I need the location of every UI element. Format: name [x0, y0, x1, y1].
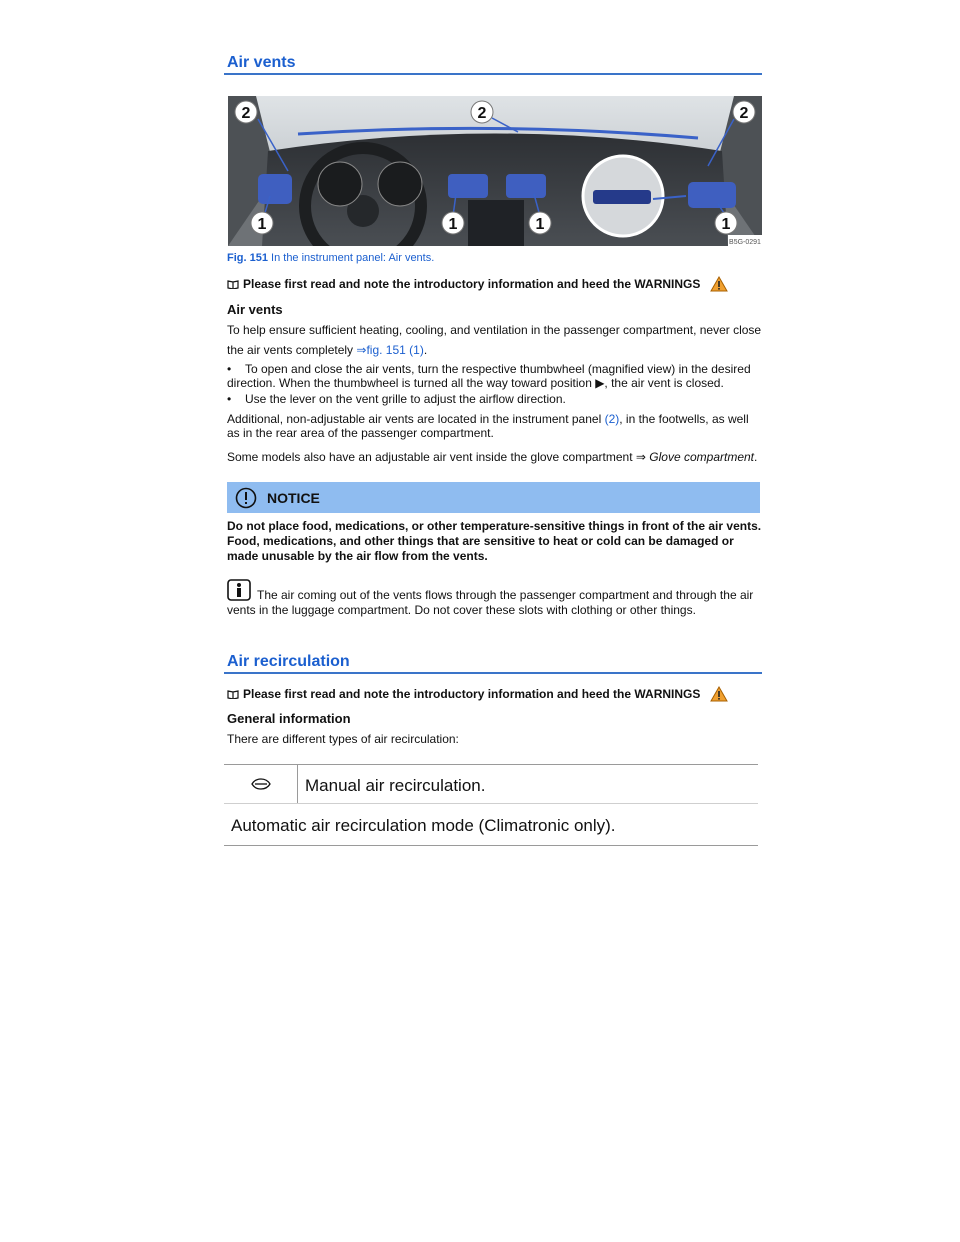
table-rule-top — [224, 764, 758, 765]
notice-text: Do not place food, medications, or other temperature-sensitive things in front of the air vents. Food, medications, and other things that are sensitive to heat or cold can be damaged or made unusable by the air flow from the vents. — [227, 519, 762, 563]
table-row-manual: Manual air recirculation. — [305, 776, 486, 795]
table-rule-bottom — [224, 845, 758, 846]
svg-text:1: 1 — [721, 216, 731, 233]
dashboard-figure — [228, 96, 762, 246]
callout-2-link[interactable]: (2) — [604, 412, 620, 426]
callout-2-right — [733, 101, 755, 123]
section-rule — [224, 672, 762, 674]
please-read-notice: Please first read and note the introductory information and heed the WARNINGS — [227, 686, 728, 702]
table-cell-divider — [297, 764, 298, 804]
notice-title: NOTICE — [267, 489, 320, 506]
figure-code: B5G-0291 — [729, 239, 761, 246]
svg-text:2: 2 — [739, 105, 749, 122]
book-icon — [227, 689, 239, 699]
svg-text:1: 1 — [257, 216, 267, 233]
callout-1-a — [251, 212, 273, 234]
notice-bar — [227, 482, 760, 513]
callout-2-left — [235, 101, 257, 123]
glove-compartment-paragraph: Some models also have an adjustable air vent inside the glove compartment ⇒ Glove compartment. — [227, 450, 758, 464]
recirculation-car-icon — [251, 778, 271, 790]
svg-text:1: 1 — [448, 216, 458, 233]
section-rule — [224, 73, 762, 75]
book-icon — [227, 279, 239, 289]
bullet-item-1: • To open and close the air vents, turn the respective thumbwheel (magnified view) in the desired direction. When the thumbwheel is turned all the way toward position ▶, the air vent is closed. — [227, 362, 751, 390]
warning-icon[interactable] — [710, 276, 728, 292]
svg-text:2: 2 — [241, 105, 251, 122]
subheading-general-information: General information — [227, 711, 351, 726]
warning-icon[interactable] — [710, 686, 728, 702]
table-rule-middle — [224, 803, 758, 804]
figure-caption: Fig. 151 In the instrument panel: Air vents. — [227, 252, 435, 264]
info-text: The air coming out of the vents flows through the passenger compartment and through the air vents in the luggage compartment. Do not cover these slots with clothing or other things. — [227, 588, 754, 617]
bullet-item-2: • Use the lever on the vent grille to adjust the airflow direction. — [227, 392, 566, 406]
callout-1-b — [442, 212, 464, 234]
exclamation-circle-icon — [235, 487, 257, 509]
recirculation-intro: There are different types of air recirculation: — [227, 732, 459, 746]
table-row-automatic: Automatic air recirculation mode (Climatronic only). — [231, 816, 616, 835]
section-title-air-recirculation: Air recirculation — [227, 653, 350, 670]
svg-text:1: 1 — [535, 216, 545, 233]
please-read-notice: Please first read and note the introductory information and heed the WARNINGS — [227, 276, 728, 292]
svg-text:2: 2 — [477, 105, 487, 122]
callout-2-center — [471, 101, 493, 123]
callout-1-d — [715, 212, 737, 234]
glove-compartment-link[interactable]: Glove compartment — [649, 450, 755, 464]
fig-link[interactable]: ⇒fig. 151 (1) — [356, 343, 424, 357]
additional-vents-paragraph: Additional, non-adjustable air vents are located in the instrument panel (2), in the footwells, as well as in the rear area of the passenger compartment. — [227, 412, 749, 440]
intro-paragraph: To help ensure sufficient heating, cooling, and ventilation in the passenger compartment, never close the air vents completely ⇒fig. 151 (1). — [227, 323, 762, 357]
callout-1-c — [529, 212, 551, 234]
section-title-air-vents: Air vents — [227, 54, 296, 71]
subheading-air-vents: Air vents — [227, 302, 283, 317]
